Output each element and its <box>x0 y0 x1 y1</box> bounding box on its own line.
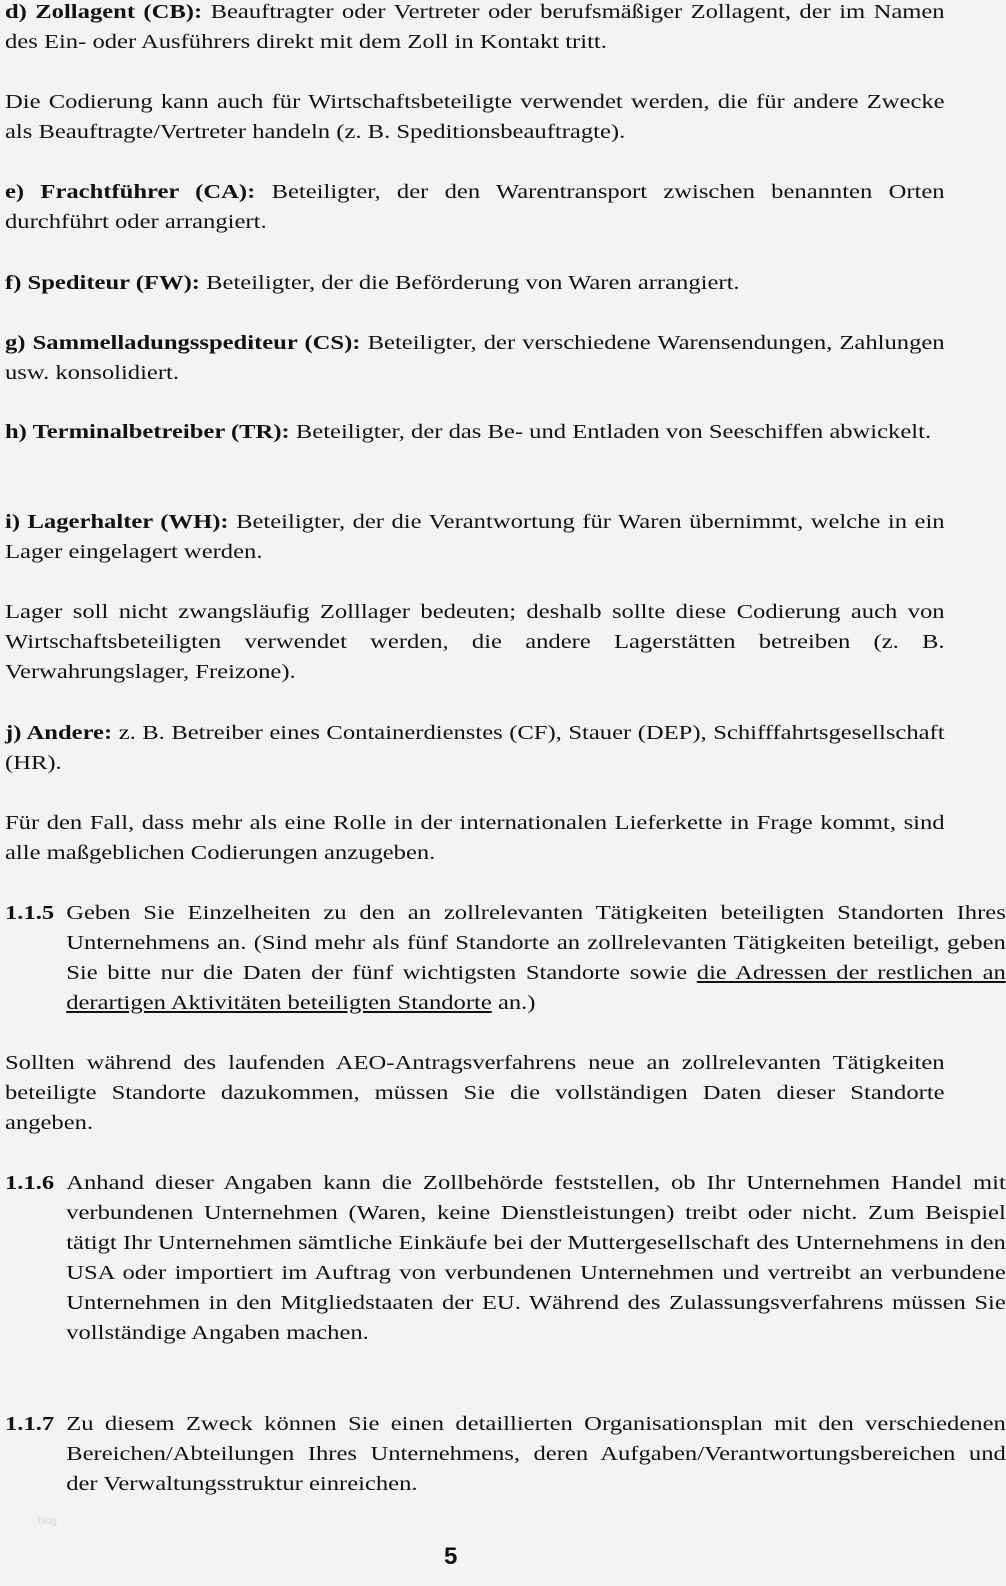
paragraph-lagerhalter <box>5 507 945 567</box>
paragraph-multiple-roles: Für den Fall, dass mehr als eine Rolle in der internationalen Lieferkette in Frage kommt, sind alle maßgeblichen Codierungen anzugeben. <box>5 812 945 864</box>
paragraph-new-locations: Sollten während des laufenden AEO-Antragsverfahrens neue an zollrelevanten Tätigkeiten beteiligte Standorte dazukommen, müssen Sie die vollständigen Daten dieser Standorte angeben. <box>5 1052 945 1134</box>
paragraph-lager-note: Lager soll nicht zwangsläufig Zolllager bedeuten; deshalb sollte diese Codierung auch von Wirtschaftsbeteiligten verwendet werden, die andere Lagerstätten betreiben (z. B. Verwahrungslager, Freizone). <box>5 601 945 683</box>
definition-text: Beauftragter oder Vertreter oder berufsmäßiger Zollagent, der im Namen des Ein- oder Ausführers direkt mit dem Zoll in Kontakt tritt. <box>5 1 945 53</box>
section-1-1-7 <box>5 1409 1006 1499</box>
section-text: Anhand dieser Angaben kann die Zollbehörde feststellen, ob Ihr Unternehmen Handel mit verbundenen Unternehmen (Waren, keine Dienstleistungen) treibt oder nicht. Zum Beispiel tätigt Ihr Unternehmen sämtliche Einkäufe bei der Muttergesellschaft des Unternehmens in den USA oder importiert im Auftrag von verbundenen Unternehmen und vertreibt an verbundene Unternehmen in den Mitgliedstaaten der EU. Während des Zulassungsverfahrens müssen Sie vollständige Angaben machen. <box>66 1172 1006 1344</box>
section-number: 1.1.7 <box>5 1413 55 1435</box>
paragraph-zollagent <box>5 0 945 57</box>
term-label: h) Terminalbetreiber (TR): <box>5 421 290 443</box>
paragraph-terminalbetreiber <box>5 417 945 447</box>
section-text: Zu diesem Zweck können Sie einen detaillierten Organisationsplan mit den verschiedenen Bereichen/Abteilungen Ihres Unternehmens, deren Aufgaben/Verantwortungsbereichen und der Verwaltungsstruktur einreichen. <box>66 1413 1006 1495</box>
definition-text: Beteiligter, der verschiedene Warensendungen, Zahlungen usw. konsolidiert. <box>5 332 945 384</box>
section-text-end: an.) <box>491 992 536 1014</box>
underlined-text: die Adressen der restlichen an derartigen Aktivitäten beteiligten Standorte <box>66 962 1006 1014</box>
section-number: 1.1.6 <box>5 1172 55 1194</box>
section-text: Geben Sie Einzelheiten zu den an zollrelevanten Tätigkeiten beteiligten Standorten Ihres Unternehmens an. (Sind mehr als fünf Standorte an zollrelevanten Tätigkeiten beteiligt, geben Sie bitte nur die Daten der fünf wichtigsten Standorte sowie <box>66 902 1006 984</box>
term-label: g) Sammelladungsspediteur (CS): <box>5 332 361 354</box>
watermark: blog <box>38 1516 57 1527</box>
paragraph-spediteur <box>5 268 945 298</box>
definition-text: z. B. Betreiber eines Containerdienstes (CF), Stauer (DEP), Schifffahrtsgesellschaft (HR). <box>5 722 945 774</box>
page-number: 5 <box>444 1543 458 1570</box>
term-label: d) Zollagent (CB): <box>5 1 203 23</box>
term-label: f) Spediteur (FW): <box>5 272 200 294</box>
paragraph-andere <box>5 718 945 778</box>
definition-text: Beteiligter, der die Beförderung von Waren arrangiert. <box>199 272 740 294</box>
term-label: e) Frachtführer (CA): <box>5 181 256 203</box>
paragraph-sammelladungsspediteur <box>5 328 945 388</box>
section-1-1-5 <box>5 898 1006 1018</box>
definition-text: Beteiligter, der die Verantwortung für Waren übernimmt, welche in ein Lager eingelagert werden. <box>5 511 945 563</box>
paragraph-frachtfuehrer <box>5 177 945 237</box>
definition-text: Beteiligter, der den Warentransport zwischen benannten Orten durchführt oder arrangiert. <box>5 181 945 233</box>
paragraph-zollagent-note: Die Codierung kann auch für Wirtschaftsbeteiligte verwendet werden, die für andere Zwecke als Beauftragte/Vertreter handeln (z. B. Speditionsbeauftragte). <box>5 91 945 143</box>
term-label: i) Lagerhalter (WH): <box>5 511 229 533</box>
section-1-1-6 <box>5 1168 1006 1348</box>
section-number: 1.1.5 <box>5 902 55 924</box>
term-label: j) Andere: <box>5 722 113 744</box>
definition-text: Beteiligter, der das Be- und Entladen von Seeschiffen abwickelt. <box>289 421 932 443</box>
